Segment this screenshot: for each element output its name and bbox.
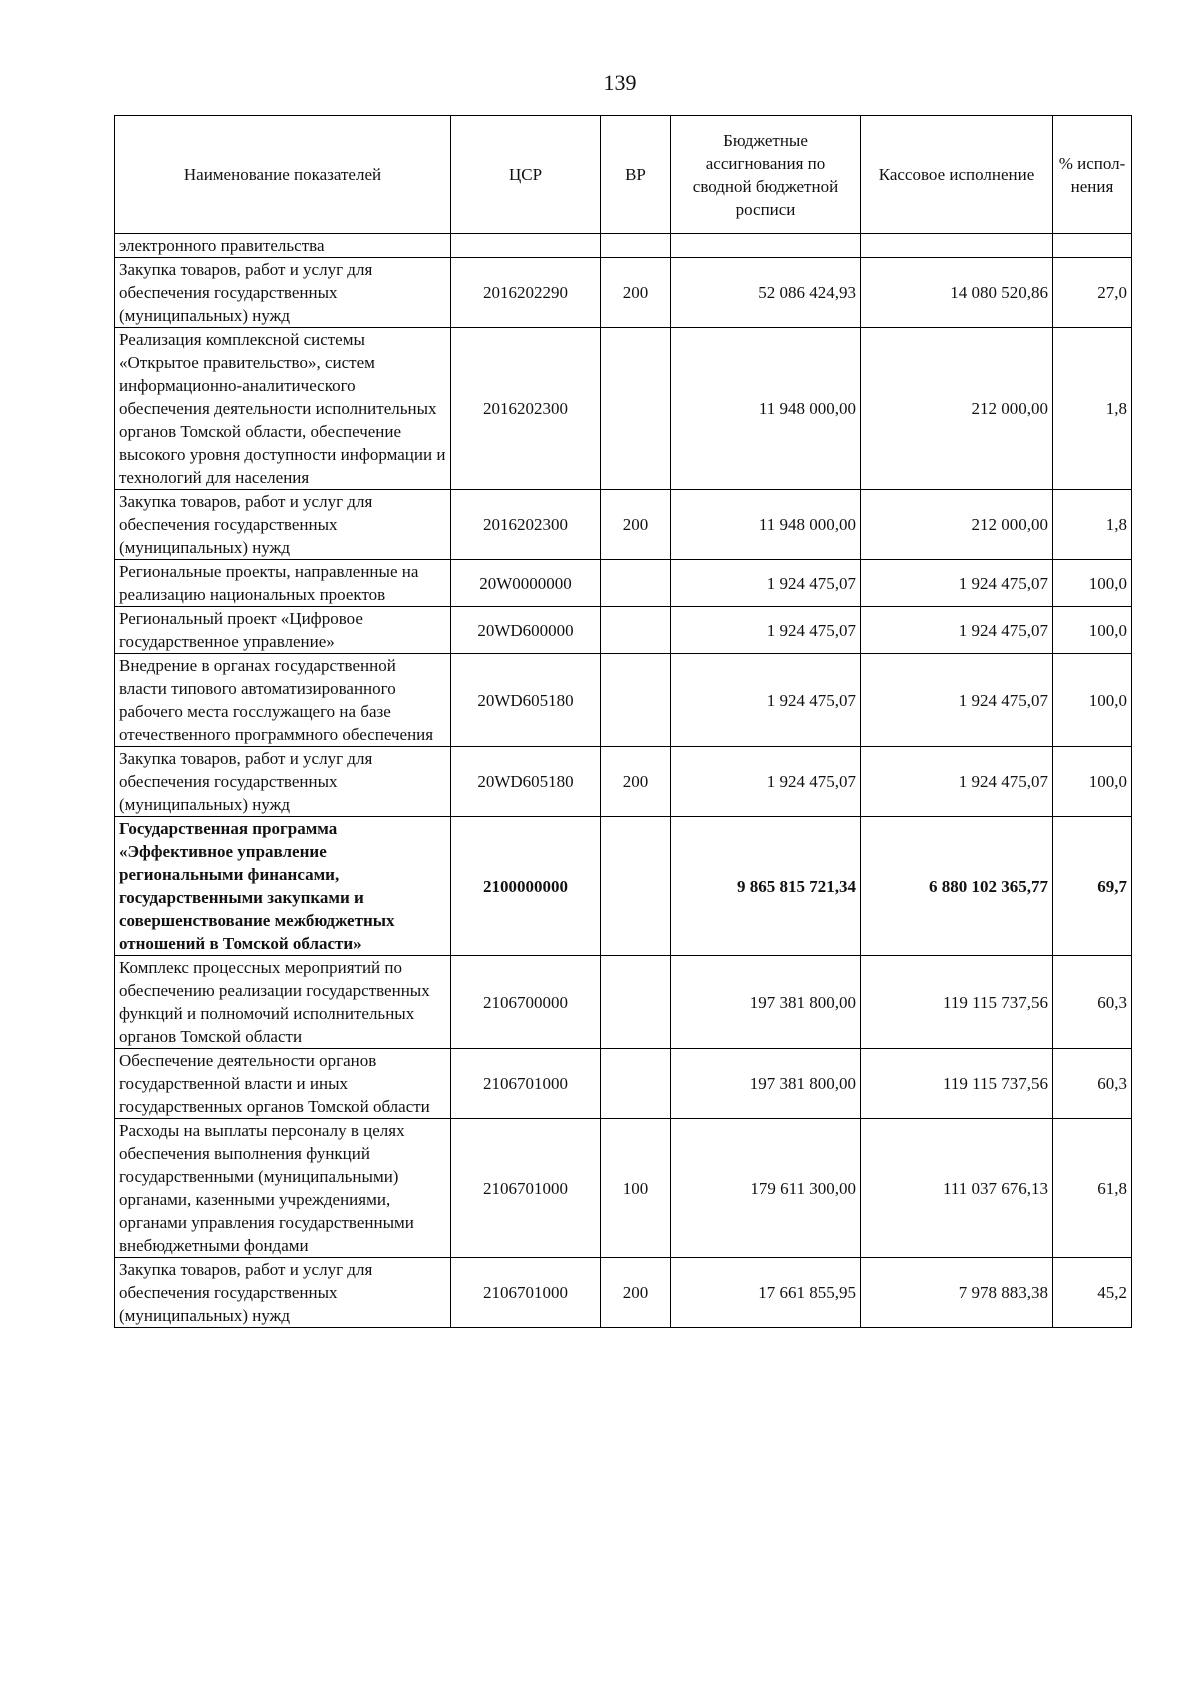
table-row <box>115 1049 1132 1119</box>
page-number: 139 <box>603 70 637 95</box>
cell-cash: 14 080 520,86 <box>861 258 1053 328</box>
cell-vr: 200 <box>601 1258 671 1328</box>
cell-csr <box>451 234 601 258</box>
cell-cash: 1 924 475,07 <box>861 560 1053 607</box>
cell-csr: 2106701000 <box>451 1119 601 1258</box>
cell-pct: 60,3 <box>1053 1049 1132 1119</box>
cell-vr <box>601 817 671 956</box>
cell-cash: 119 115 737,56 <box>861 956 1053 1049</box>
cell-budget: 17 661 855,95 <box>671 1258 861 1328</box>
cell-budget: 197 381 800,00 <box>671 956 861 1049</box>
cell-pct: 100,0 <box>1053 747 1132 817</box>
cell-vr <box>601 1049 671 1119</box>
cell-pct: 1,8 <box>1053 328 1132 490</box>
cell-csr: 2106701000 <box>451 1049 601 1119</box>
cell-budget: 1 924 475,07 <box>671 747 861 817</box>
cell-budget: 1 924 475,07 <box>671 654 861 747</box>
cell-name: Реализация комплексной системы «Открытое правительство», систем информационно-аналитического обеспечения деятельности исполнительных органов Томской области, обеспечение высокого уровня доступности информации и технологий для населения <box>115 328 451 490</box>
cell-name: Государственная программа «Эффективное управление региональными финансами, государственными закупками и совершенствование межбюджетных отношений в Томской области» <box>115 817 451 956</box>
cell-csr: 20WD605180 <box>451 654 601 747</box>
table-row <box>115 607 1132 654</box>
cell-vr: 100 <box>601 1119 671 1258</box>
cell-pct: 100,0 <box>1053 560 1132 607</box>
cell-name: электронного правительства <box>115 234 451 258</box>
cell-vr: 200 <box>601 747 671 817</box>
cell-pct: 27,0 <box>1053 258 1132 328</box>
cell-csr: 2106700000 <box>451 956 601 1049</box>
cell-budget <box>671 234 861 258</box>
cell-budget: 197 381 800,00 <box>671 1049 861 1119</box>
cell-pct <box>1053 234 1132 258</box>
cell-cash <box>861 234 1053 258</box>
cell-csr: 2106701000 <box>451 1258 601 1328</box>
header-vr: ВР <box>601 116 671 234</box>
table-row <box>115 1258 1132 1328</box>
table-body <box>115 234 1132 1328</box>
cell-csr: 20W0000000 <box>451 560 601 607</box>
cell-cash: 6 880 102 365,77 <box>861 817 1053 956</box>
cell-pct: 69,7 <box>1053 817 1132 956</box>
cell-cash: 212 000,00 <box>861 490 1053 560</box>
cell-vr <box>601 654 671 747</box>
cell-csr: 2016202290 <box>451 258 601 328</box>
cell-cash: 1 924 475,07 <box>861 654 1053 747</box>
cell-vr <box>601 956 671 1049</box>
cell-vr: 200 <box>601 490 671 560</box>
cell-name: Обеспечение деятельности органов государственной власти и иных государственных органов Томской области <box>115 1049 451 1119</box>
cell-vr <box>601 328 671 490</box>
cell-name: Комплекс процессных мероприятий по обеспечению реализации государственных функций и полномочий исполнительных органов Томской области <box>115 956 451 1049</box>
table-row <box>115 747 1132 817</box>
cell-cash: 1 924 475,07 <box>861 607 1053 654</box>
cell-cash: 212 000,00 <box>861 328 1053 490</box>
cell-name: Закупка товаров, работ и услуг для обеспечения государственных (муниципальных) нужд <box>115 258 451 328</box>
cell-csr: 2016202300 <box>451 490 601 560</box>
table-row <box>115 560 1132 607</box>
table-row <box>115 234 1132 258</box>
cell-name: Региональные проекты, направленные на реализацию национальных проектов <box>115 560 451 607</box>
cell-cash: 111 037 676,13 <box>861 1119 1053 1258</box>
cell-budget: 1 924 475,07 <box>671 560 861 607</box>
cell-budget: 52 086 424,93 <box>671 258 861 328</box>
header-pct: % испол-нения <box>1053 116 1132 234</box>
table-row <box>115 654 1132 747</box>
table-row <box>115 258 1132 328</box>
cell-vr <box>601 607 671 654</box>
cell-pct: 100,0 <box>1053 654 1132 747</box>
cell-budget: 179 611 300,00 <box>671 1119 861 1258</box>
cell-cash: 119 115 737,56 <box>861 1049 1053 1119</box>
cell-name: Расходы на выплаты персоналу в целях обеспечения выполнения функций государственными (муниципальными) органами, казенными учреждениями, органами управления государственными внебюджетными фондами <box>115 1119 451 1258</box>
cell-budget: 11 948 000,00 <box>671 490 861 560</box>
table-row <box>115 817 1132 956</box>
cell-pct: 1,8 <box>1053 490 1132 560</box>
cell-csr: 20WD600000 <box>451 607 601 654</box>
table-row <box>115 1119 1132 1258</box>
cell-cash: 1 924 475,07 <box>861 747 1053 817</box>
cell-pct: 45,2 <box>1053 1258 1132 1328</box>
cell-cash: 7 978 883,38 <box>861 1258 1053 1328</box>
cell-name: Региональный проект «Цифровое государственное управление» <box>115 607 451 654</box>
header-csr: ЦСР <box>451 116 601 234</box>
cell-budget: 11 948 000,00 <box>671 328 861 490</box>
header-name: Наименование показателей <box>115 116 451 234</box>
cell-budget: 9 865 815 721,34 <box>671 817 861 956</box>
cell-name: Закупка товаров, работ и услуг для обеспечения государственных (муниципальных) нужд <box>115 747 451 817</box>
budget-table <box>114 115 1132 1328</box>
cell-name: Внедрение в органах государственной власти типового автоматизированного рабочего места госслужащего на базе отечественного программного обеспечения <box>115 654 451 747</box>
cell-name: Закупка товаров, работ и услуг для обеспечения государственных (муниципальных) нужд <box>115 490 451 560</box>
cell-vr: 200 <box>601 258 671 328</box>
cell-vr <box>601 560 671 607</box>
cell-vr <box>601 234 671 258</box>
table-row <box>115 956 1132 1049</box>
cell-name: Закупка товаров, работ и услуг для обеспечения государственных (муниципальных) нужд <box>115 1258 451 1328</box>
table-row <box>115 490 1132 560</box>
cell-pct: 60,3 <box>1053 956 1132 1049</box>
cell-pct: 61,8 <box>1053 1119 1132 1258</box>
cell-budget: 1 924 475,07 <box>671 607 861 654</box>
cell-csr: 20WD605180 <box>451 747 601 817</box>
cell-csr: 2016202300 <box>451 328 601 490</box>
header-cash: Кассовое исполнение <box>861 116 1053 234</box>
cell-pct: 100,0 <box>1053 607 1132 654</box>
cell-csr: 2100000000 <box>451 817 601 956</box>
table-header-row <box>115 116 1132 234</box>
header-budget: Бюджетные ассигнования по сводной бюджетной росписи <box>671 116 861 234</box>
table-row <box>115 328 1132 490</box>
